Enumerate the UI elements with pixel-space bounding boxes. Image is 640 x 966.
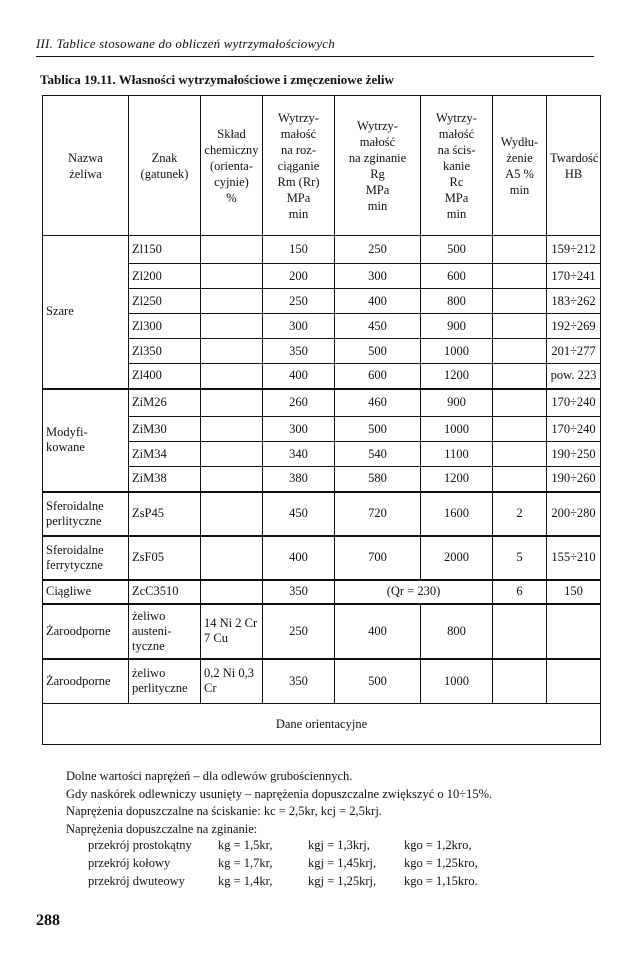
cell-compression: 900 [421,314,493,339]
header-line: kanie [442,158,471,173]
cell-compression: 800 [421,604,493,659]
header-line: A5 % [505,166,534,181]
cell-mark: ZiM26 [129,389,201,417]
group-name: Szare [43,236,129,389]
cell-bending: 300 [335,264,421,289]
table-row [43,389,601,417]
cell-composition: 0,2 Ni 0,3 Cr [201,659,263,704]
header-composition [201,96,263,236]
cell-composition [201,264,263,289]
header-line: MPa [365,182,390,197]
cell-mark: ZcC3510 [129,580,201,604]
cell-elongation [493,364,547,389]
cell-compression: 800 [421,289,493,314]
cell-compression: 1100 [421,442,493,467]
cell-tensile: 380 [263,467,335,492]
group-name: Żaroodporne [43,659,129,704]
header-row [43,96,601,236]
cell-bending: 500 [335,417,421,442]
cell-hardness: 200÷280 [547,492,601,536]
cell-composition: 14 Ni 2 Cr 7 Cu [201,604,263,659]
cell-hardness: 150 [547,580,601,604]
formula-kg: kg = 1,5kr, [218,838,273,852]
table-row [43,536,601,580]
cell-compression: 1000 [421,659,493,704]
cell-tensile: 450 [263,492,335,536]
cell-bending: 500 [335,339,421,364]
cell-hardness [547,604,601,659]
cell-mark: żeliwo austeni-tyczne [129,604,201,659]
cell-tensile: 300 [263,314,335,339]
header-mark [129,96,201,236]
properties-table [42,95,601,745]
cell-bending: 720 [335,492,421,536]
cell-tensile: 300 [263,417,335,442]
header-line: min [509,182,530,197]
cell-bending-compression: (Qr = 230) [335,580,493,604]
cell-composition [201,536,263,580]
table-container [42,95,600,745]
header-line: (gatunek) [140,166,189,181]
header-line: Rc [449,174,464,189]
cell-elongation: 5 [493,536,547,580]
cell-mark: Zl150 [129,236,201,264]
header-line: Wydłu- [500,134,539,149]
cell-tensile: 150 [263,236,335,264]
cell-tensile: 250 [263,289,335,314]
table-row [43,492,601,536]
header-hardness [547,96,601,236]
header-line: na zginanie [348,150,407,165]
formula-label: przekrój dwuteowy [88,874,185,888]
cell-bending: 460 [335,389,421,417]
cell-elongation [493,389,547,417]
header-line: cyjnie) [214,174,249,189]
cell-elongation [493,236,547,264]
cell-compression: 1600 [421,492,493,536]
header-elongation [493,96,547,236]
header-line: Twardość [550,150,599,165]
cell-mark: ZsF05 [129,536,201,580]
note-line: Naprężenia dopuszczalne na zginanie: [66,821,258,836]
cell-elongation [493,289,547,314]
cell-compression: 500 [421,236,493,264]
cell-composition [201,339,263,364]
header-line: (orienta- [209,158,254,173]
cell-tensile: 200 [263,264,335,289]
formula-kgo: kgo = 1,15kro. [404,874,478,888]
header-line: Rm (Rr) [277,174,320,189]
footer-row [43,704,601,745]
cell-elongation [493,264,547,289]
cell-tensile: 340 [263,442,335,467]
cell-hardness: 170÷240 [547,417,601,442]
header-line: MPa [444,190,469,205]
cell-compression: 1200 [421,467,493,492]
cell-hardness: 201÷277 [547,339,601,364]
cell-bending: 500 [335,659,421,704]
header-line: min [446,206,467,221]
cell-elongation [493,442,547,467]
formula-kgo: kgo = 1,25kro, [404,856,478,870]
formula-label: przekrój prostokątny [88,838,192,852]
cell-composition [201,417,263,442]
cell-bending: 700 [335,536,421,580]
header-line: % [226,190,237,205]
formula-kgo: kgo = 1,2kro, [404,838,472,852]
cell-mark: ZsP45 [129,492,201,536]
table-caption: Tablica 19.11. Własności wytrzymałościowe i zmęczeniowe żeliw [40,72,394,87]
header-rule [36,56,594,57]
cell-mark: Zl350 [129,339,201,364]
cell-hardness: 155÷210 [547,536,601,580]
cell-compression: 600 [421,264,493,289]
cell-elongation [493,604,547,659]
cell-elongation [493,314,547,339]
cell-composition [201,364,263,389]
cell-elongation: 6 [493,580,547,604]
formula-kgj: kgj = 1,3krj, [308,838,370,852]
cell-bending: 600 [335,364,421,389]
cell-tensile: 250 [263,604,335,659]
cell-hardness: 159÷212 [547,236,601,264]
table-row [43,236,601,264]
cell-compression: 1000 [421,417,493,442]
cell-hardness: 190÷260 [547,467,601,492]
cell-hardness: 170÷240 [547,389,601,417]
header-line: na ścis- [437,142,476,157]
cell-composition [201,236,263,264]
header-line: HB [564,166,583,181]
cell-composition [201,289,263,314]
cell-tensile: 350 [263,580,335,604]
header-name [43,96,129,236]
footer-note: Dane orientacyjne [43,704,601,745]
cell-hardness: pow. 223 [547,364,601,389]
cell-composition [201,442,263,467]
cell-mark: ZiM38 [129,467,201,492]
formula-kgj: kgj = 1,45krj, [308,856,377,870]
cell-composition [201,492,263,536]
note-line: Dolne wartości naprężeń – dla odlewów grubościennych. [66,769,353,783]
cell-bending: 400 [335,289,421,314]
cell-hardness: 192÷269 [547,314,601,339]
cell-compression: 1000 [421,339,493,364]
cell-elongation [493,339,547,364]
cell-bending: 250 [335,236,421,264]
note-line: Naprężenia dopuszczalne na ściskanie: kc = 2,5kr, kcj = 2,5krj. [66,804,382,818]
table-row [43,604,601,659]
group-name: Modyfi-kowane [43,389,129,492]
cell-tensile: 350 [263,659,335,704]
cell-compression: 1200 [421,364,493,389]
group-name: Sferoidalne perlityczne [43,492,129,536]
cell-composition [201,389,263,417]
group-name: Ciągliwe [43,580,129,604]
cell-bending: 540 [335,442,421,467]
header-compression [421,96,493,236]
header-line: Wytrzy- [278,110,319,125]
header-bending [335,96,421,236]
header-line: ciąganie [277,158,320,173]
cell-mark: Zl400 [129,364,201,389]
cell-compression: 2000 [421,536,493,580]
cell-elongation [493,467,547,492]
cell-mark: Zl300 [129,314,201,339]
formula-label: przekrój kołowy [88,856,171,870]
header-line: Skład [217,126,246,141]
cell-mark: żeliwo perlityczne [129,659,201,704]
cell-composition [201,314,263,339]
cell-mark: Zl200 [129,264,201,289]
cell-mark: ZiM34 [129,442,201,467]
notes [66,768,492,838]
cell-compression: 900 [421,389,493,417]
cell-mark: ZiM30 [129,417,201,442]
header-line: Nazwa [68,150,103,165]
formula-kg: kg = 1,7kr, [218,856,273,870]
header-line: min [288,206,309,221]
header-line: Znak [151,150,178,165]
header-line: małość [359,134,396,149]
note-line: Gdy naskórek odlewniczy usunięty – naprężenia dopuszczalne zwiększyć o 10÷15%. [66,786,493,801]
header-line: chemiczny [204,142,259,157]
cell-elongation [493,659,547,704]
cell-hardness: 183÷262 [547,289,601,314]
cell-elongation: 2 [493,492,547,536]
header-line: na roz- [280,142,317,157]
cell-hardness [547,659,601,704]
cell-tensile: 400 [263,364,335,389]
table-body [43,236,601,704]
header-line: Rg [370,166,385,181]
page-number: 288 [36,912,60,929]
cell-mark: Zl250 [129,289,201,314]
cell-composition [201,467,263,492]
formula-kgj: kgj = 1,25krj, [308,874,377,888]
header-line: MPa [286,190,311,205]
cell-composition [201,580,263,604]
header-line: Wytrzy- [357,118,398,133]
cell-hardness: 170÷241 [547,264,601,289]
formula-kg: kg = 1,4kr, [218,874,273,888]
cell-tensile: 400 [263,536,335,580]
header-tensile [263,96,335,236]
cell-bending: 450 [335,314,421,339]
group-name: Żaroodporne [43,604,129,659]
header-line: małość [280,126,317,141]
header-line: żeliwa [69,166,102,181]
header-line: małość [438,126,475,141]
group-name: Sferoidalne ferrytyczne [43,536,129,580]
cell-bending: 580 [335,467,421,492]
table-row [43,580,601,604]
header-line: Wytrzy- [436,110,477,125]
cell-tensile: 260 [263,389,335,417]
cell-hardness: 190÷250 [547,442,601,467]
cell-bending: 400 [335,604,421,659]
table-row [43,659,601,704]
header-line: żenie [506,150,533,165]
header-line: min [367,198,388,213]
cell-tensile: 350 [263,339,335,364]
running-head: III. Tablice stosowane do obliczeń wytrzymałościowych [36,36,335,51]
cell-elongation [493,417,547,442]
